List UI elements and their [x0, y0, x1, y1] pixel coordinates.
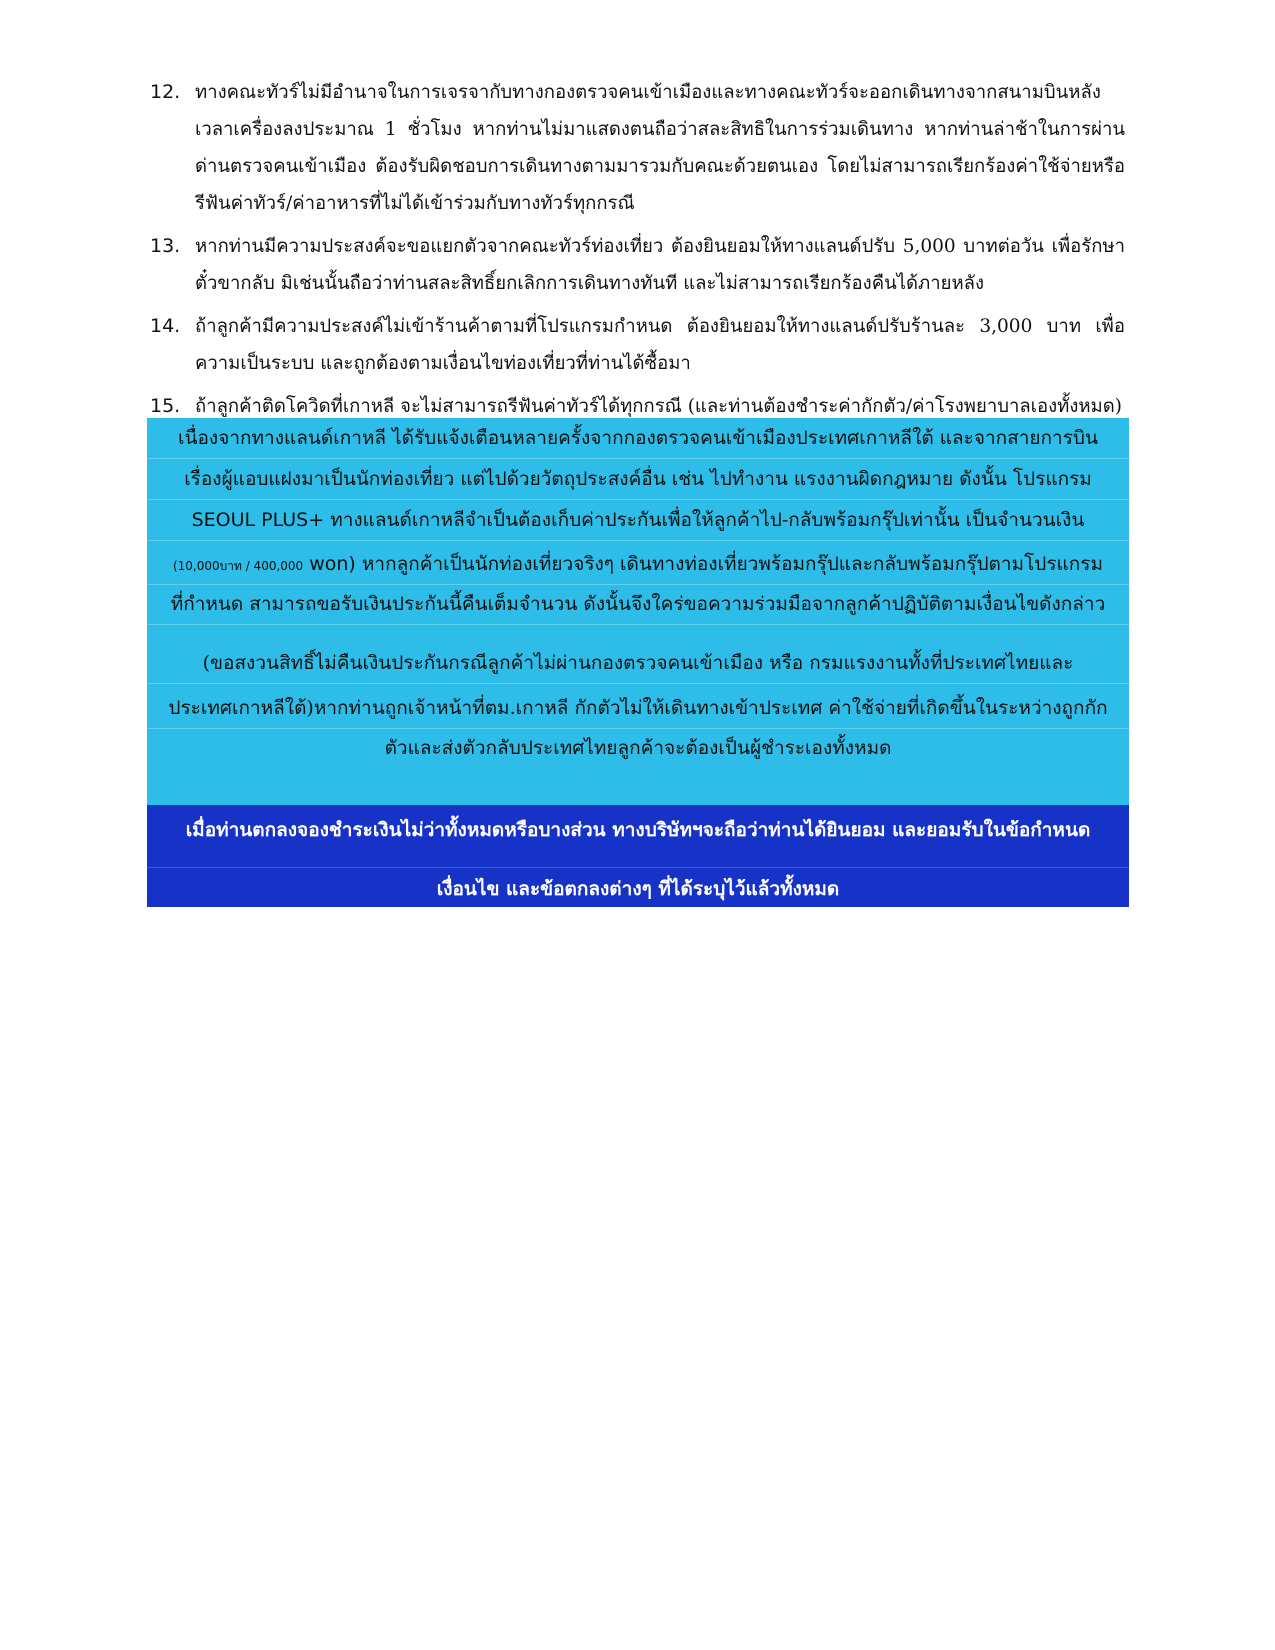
deposit-notice-box — [147, 418, 1129, 805]
notice-line-6: (ขอสงวนสิทธิ์ไม่คืนเงินประกันกรณีลูกค้าไม่ผ่านกองตรวจคนเข้าเมือง หรือ กรมแรงงานทั้งที่ประเทศไทยและ — [147, 643, 1129, 684]
deposit-currency: won) — [303, 553, 356, 575]
notice-line-5: ที่กำหนด สามารถขอรับเงินประกันนี้คืนเต็มจำนวน ดังนั้นจึงใคร่ขอความร่วมมือจากลูกค้าปฏิบัติตามเงื่อนไขดังกล่าว — [147, 584, 1129, 625]
terms-list — [150, 74, 1125, 431]
term-text: หากท่านมีความประสงค์จะขอแยกตัวจากคณะทัวร์ท่องเที่ยว ต้องยินยอมให้ทางแลนด์ปรับ 5,000 บาทต่อวัน เพื่อรักษาตั๋วขากลับ มิเช่นนั้นถือว่าท่านสละสิทธิ์ยกเลิกการเดินทางทันที และไม่สามารถเรียกร้องคืนได้ภายหลัง — [195, 236, 1125, 294]
notice-line-2: เรื่องผู้แอบแฝงมาเป็นนักท่องเที่ยว แต่ไปด้วยวัตถุประสงค์อื่น เช่น ไปทำงาน แรงงานผิดกฎหมาย ดังนั้น โปรแกรม — [147, 459, 1129, 500]
term-number: 15. — [150, 395, 181, 417]
term-item-13 — [150, 228, 1125, 302]
notice-line-1: เนื่องจากทางแลนด์เกาหลี ได้รับแจ้งเตือนหลายครั้งจากกองตรวจคนเข้าเมืองประเทศเกาหลีใต้ และจากสายการบิน — [147, 418, 1129, 459]
program-name: SEOUL PLUS+ — [191, 509, 325, 531]
notice-line-8: ตัวและส่งตัวกลับประเทศไทยลูกค้าจะต้องเป็นผู้ชำระเองทั้งหมด — [384, 737, 892, 759]
agreement-box — [147, 805, 1129, 907]
notice-line-7: ประเทศเกาหลีใต้)หากท่านถูกเจ้าหน้าที่ตม.เกาหลี กักตัวไม่ให้เดินทางเข้าประเทศ ค่าใช้จ่ายที่เกิดขึ้นในระหว่างถูกกัก — [147, 688, 1129, 729]
deposit-amount: (10,000บาท / 400,000 — [172, 559, 304, 573]
term-number: 13. — [150, 235, 181, 257]
term-text: ทางคณะทัวร์ไม่มีอำนาจในการเจรจากับทางกองตรวจคนเข้าเมืองและทางคณะทัวร์จะออกเดินทางจากสนามบินหลังเวลาเครื่องลงประมาณ 1 ชั่วโมง หากท่านไม่มาแสดงตนถือว่าสละสิทธิในการร่วมเดินทาง หากท่านล่าช้าในการผ่านด่านตรวจคนเข้าเมือง ต้องรับผิดชอบการเดินทางตามมารวมกับคณะด้วยตนเอง โดยไม่สามารถเรียกร้องค่าใช้จ่ายหรือรีฟันค่าทัวร์/ค่าอาหารที่ไม่ได้เข้าร่วมกับทางทัวร์ทุกกรณี — [195, 82, 1125, 214]
notice-line-4-text: หากลูกค้าเป็นนักท่องเที่ยวจริงๆ เดินทางท่องเที่ยวพร้อมกรุ๊ปและกลับพร้อมกรุ๊ปตามโปรแกรม — [355, 553, 1104, 575]
notice-line-3 — [147, 500, 1129, 541]
term-item-12 — [150, 74, 1125, 222]
term-number: 14. — [150, 315, 181, 337]
notice-line-4 — [147, 544, 1129, 585]
term-item-14 — [150, 308, 1125, 382]
term-text: ถ้าลูกค้าติดโควิดที่เกาหลี จะไม่สามารถรีฟันค่าทัวร์ได้ทุกกรณี (และท่านต้องชำระค่ากักตัว/ค่าโรงพยาบาลเองทั้งหมด) — [195, 396, 1122, 417]
agreement-line-2: เงื่อนไข และข้อตกลงต่างๆ ที่ได้ระบุไว้แล้วทั้งหมด — [436, 878, 840, 900]
agreement-line-1: เมื่อท่านตกลงจองชำระเงินไม่ว่าทั้งหมดหรือบางส่วน ทางบริษัทฯจะถือว่าท่านได้ยินยอม และยอมรับในข้อกำหนด — [185, 819, 1091, 841]
notice-line-3-text: ทางแลนด์เกาหลีจำเป็นต้องเก็บค่าประกันเพื่อให้ลูกค้าไป-กลับพร้อมกรุ๊ปเท่านั้น เป็นจำนวนเงิน — [324, 509, 1085, 531]
term-text: ถ้าลูกค้ามีความประสงค์ไม่เข้าร้านค้าตามที่โปรแกรมกำหนด ต้องยินยอมให้ทางแลนด์ปรับร้านละ 3,000 บาท เพื่อความเป็นระบบ และถูกต้องตามเงื่อนไขท่องเที่ยวที่ท่านได้ซื้อมา — [195, 316, 1125, 374]
term-number: 12. — [150, 81, 181, 103]
agreement-divider — [147, 867, 1129, 868]
